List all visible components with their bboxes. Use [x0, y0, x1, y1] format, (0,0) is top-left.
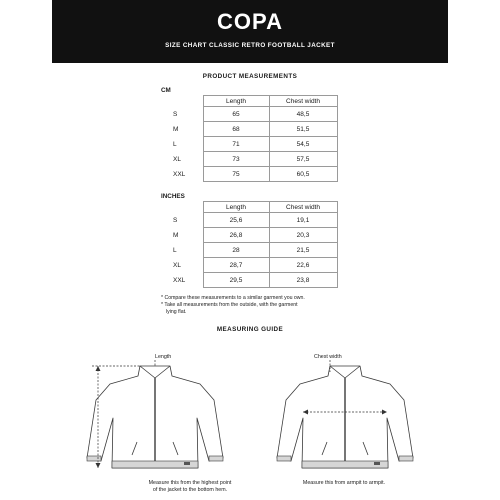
- length-cell: 29,5: [203, 273, 269, 288]
- inches-size-table: [161, 201, 338, 288]
- page-subtitle: SIZE CHART CLASSIC RETRO FOOTBALL JACKET: [165, 42, 335, 49]
- length-cell: 26,8: [203, 228, 269, 243]
- chest-cell: 21,5: [269, 243, 337, 258]
- note-line: * Compare these measurements to a similar garment you own.: [161, 295, 305, 301]
- chest-width-label: Chest width: [314, 354, 342, 360]
- header-banner: [52, 0, 448, 63]
- measurement-notes: [161, 295, 371, 316]
- length-cell: 71: [203, 137, 269, 152]
- length-cell: 73: [203, 152, 269, 167]
- size-cell: L: [161, 137, 203, 152]
- table-row: [161, 273, 337, 288]
- chest-width-jacket-diagram: [270, 360, 420, 478]
- chest-cell: 20,3: [269, 228, 337, 243]
- chest-cell: 51,5: [269, 122, 337, 137]
- length-label: Length: [155, 354, 172, 360]
- chest-cell: 57,5: [269, 152, 337, 167]
- inches-unit-label: INCHES: [161, 193, 185, 200]
- chest-cell: 22,6: [269, 258, 337, 273]
- cm-size-table: [161, 95, 338, 182]
- chest-cell: 19,1: [269, 213, 337, 228]
- table-corner: [161, 96, 203, 107]
- size-cell: XXL: [161, 273, 203, 288]
- chest-cell: 54,5: [269, 137, 337, 152]
- brand-logo: COPA: [217, 9, 283, 34]
- length-jacket-diagram: [80, 360, 230, 478]
- size-cell: XL: [161, 152, 203, 167]
- length-cell: 25,6: [203, 213, 269, 228]
- chest-cell: 23,8: [269, 273, 337, 288]
- table-header-row: [161, 96, 337, 107]
- length-caption-line: Measure this from the highest point: [148, 480, 232, 486]
- measuring-guide-title: MEASURING GUIDE: [216, 326, 284, 333]
- length-cell: 68: [203, 122, 269, 137]
- column-header-length: Length: [203, 202, 269, 213]
- length-cell: 28: [203, 243, 269, 258]
- table-row: [161, 107, 337, 122]
- cm-unit-label: CM: [161, 87, 171, 94]
- chest-cell: 60,5: [269, 167, 337, 182]
- chest-width-caption: Measure this from armpit to armpit.: [302, 480, 386, 486]
- table-row: [161, 137, 337, 152]
- note-line: lying flat.: [166, 309, 187, 315]
- table-row: [161, 213, 337, 228]
- table-row: [161, 122, 337, 137]
- chest-cell: 48,5: [269, 107, 337, 122]
- column-header-chest: Chest width: [269, 202, 337, 213]
- size-cell: M: [161, 122, 203, 137]
- length-cell: 75: [203, 167, 269, 182]
- column-header-chest: Chest width: [269, 96, 337, 107]
- length-caption-line: of the jacket to the bottom hem.: [152, 487, 228, 493]
- table-row: [161, 152, 337, 167]
- table-row: [161, 258, 337, 273]
- length-cell: 28,7: [203, 258, 269, 273]
- size-cell: S: [161, 107, 203, 122]
- table-row: [161, 167, 337, 182]
- table-row: [161, 243, 337, 258]
- length-caption: [120, 480, 260, 494]
- table-header-row: [161, 202, 337, 213]
- column-header-length: Length: [203, 96, 269, 107]
- product-measurements-title: PRODUCT MEASUREMENTS: [202, 73, 298, 80]
- length-cell: 65: [203, 107, 269, 122]
- size-cell: XXL: [161, 167, 203, 182]
- table-corner: [161, 202, 203, 213]
- table-row: [161, 228, 337, 243]
- size-cell: S: [161, 213, 203, 228]
- note-line: * Take all measurements from the outside, with the garment: [161, 302, 298, 308]
- size-cell: XL: [161, 258, 203, 273]
- size-cell: L: [161, 243, 203, 258]
- size-cell: M: [161, 228, 203, 243]
